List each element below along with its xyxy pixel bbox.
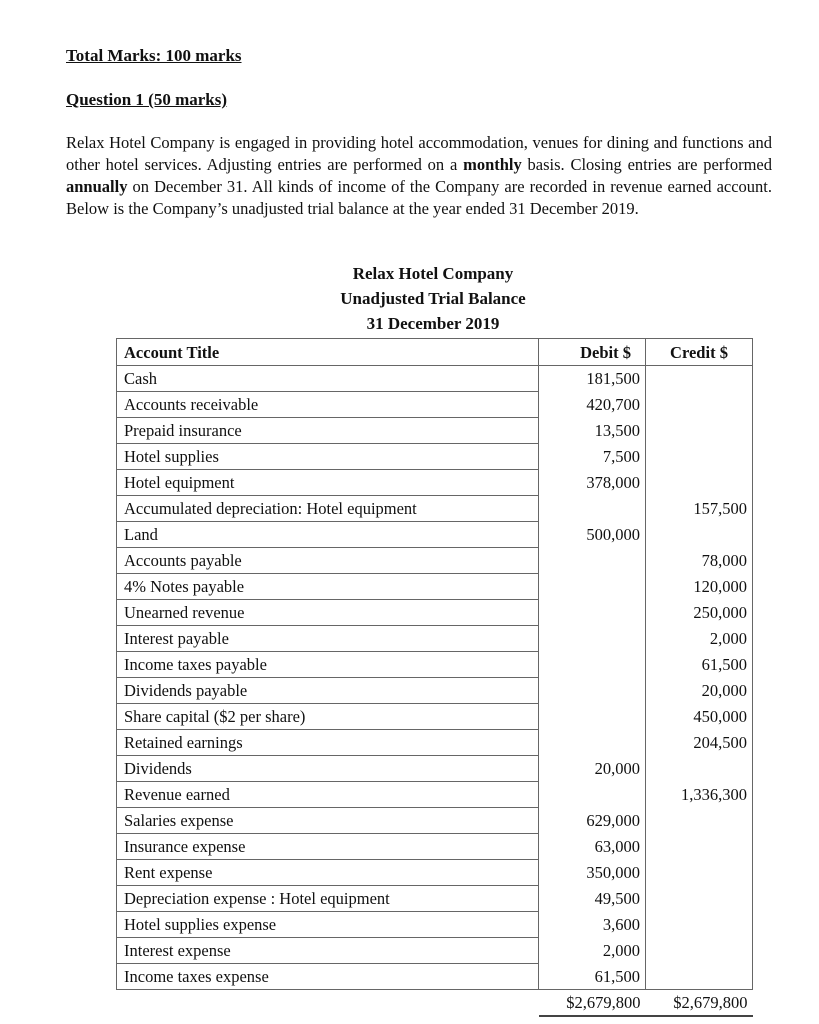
account-title-cell: Hotel supplies — [117, 444, 539, 470]
company-name: Relax Hotel Company — [352, 264, 514, 283]
credit-cell — [646, 470, 753, 496]
trial-balance-title: Unadjusted Trial Balance — [340, 289, 526, 308]
credit-cell: 157,500 — [646, 496, 753, 522]
trial-balance-table — [116, 338, 753, 1017]
credit-cell: 450,000 — [646, 704, 753, 730]
debit-cell: 49,500 — [539, 886, 646, 912]
intro-bold-annually: annually — [66, 177, 128, 196]
credit-cell — [646, 860, 753, 886]
account-title-cell: Accumulated depreciation: Hotel equipment — [117, 496, 539, 522]
debit-cell: 63,000 — [539, 834, 646, 860]
table-row — [117, 860, 753, 886]
table-row — [117, 574, 753, 600]
account-title-cell: Dividends — [117, 756, 539, 782]
totals-spacer — [117, 990, 539, 1017]
table-row — [117, 834, 753, 860]
debit-cell: 378,000 — [539, 470, 646, 496]
credit-cell: 204,500 — [646, 730, 753, 756]
account-title-cell: Salaries expense — [117, 808, 539, 834]
debit-cell — [539, 678, 646, 704]
debit-cell — [539, 730, 646, 756]
intro-text-3: on December 31. All kinds of income of the Company are recorded in revenue earned account. Below is the Company’s unadjusted trial balance at the year ended 31 December 2019. — [66, 177, 772, 218]
table-row — [117, 600, 753, 626]
table-row — [117, 782, 753, 808]
credit-cell — [646, 834, 753, 860]
table-row — [117, 418, 753, 444]
table-row — [117, 444, 753, 470]
account-title-cell: Hotel supplies expense — [117, 912, 539, 938]
credit-cell — [646, 756, 753, 782]
account-title-cell: 4% Notes payable — [117, 574, 539, 600]
account-title-cell: Hotel equipment — [117, 470, 539, 496]
credit-cell — [646, 964, 753, 990]
table-row — [117, 808, 753, 834]
column-header-account: Account Title — [117, 339, 539, 366]
debit-cell — [539, 548, 646, 574]
account-title-cell: Dividends payable — [117, 678, 539, 704]
credit-cell — [646, 522, 753, 548]
debit-cell — [539, 496, 646, 522]
debit-cell — [539, 782, 646, 808]
account-title-cell: Revenue earned — [117, 782, 539, 808]
account-title-cell: Share capital ($2 per share) — [117, 704, 539, 730]
account-title-cell: Interest payable — [117, 626, 539, 652]
account-title-cell: Interest expense — [117, 938, 539, 964]
debit-cell — [539, 600, 646, 626]
credit-cell: 78,000 — [646, 548, 753, 574]
table-row — [117, 626, 753, 652]
credit-cell — [646, 392, 753, 418]
debit-cell — [539, 626, 646, 652]
credit-cell: 250,000 — [646, 600, 753, 626]
debit-total: $2,679,800 — [539, 990, 646, 1017]
column-header-debit: Debit $ — [539, 339, 646, 366]
account-title-cell: Land — [117, 522, 539, 548]
account-title-cell: Depreciation expense : Hotel equipment — [117, 886, 539, 912]
table-row — [117, 496, 753, 522]
question-heading: Question 1 (50 marks) — [66, 90, 228, 109]
credit-cell — [646, 912, 753, 938]
debit-cell: 20,000 — [539, 756, 646, 782]
intro-text-2: basis. Closing entries are performed — [521, 155, 772, 174]
totals-row — [117, 990, 753, 1017]
credit-cell — [646, 444, 753, 470]
table-row — [117, 912, 753, 938]
debit-cell: 61,500 — [539, 964, 646, 990]
account-title-cell: Accounts payable — [117, 548, 539, 574]
table-row — [117, 730, 753, 756]
debit-cell — [539, 652, 646, 678]
credit-cell: 2,000 — [646, 626, 753, 652]
account-title-cell: Income taxes expense — [117, 964, 539, 990]
table-row — [117, 548, 753, 574]
account-title-cell: Cash — [117, 366, 539, 392]
table-header-row — [117, 339, 753, 366]
table-row — [117, 704, 753, 730]
debit-cell: 2,000 — [539, 938, 646, 964]
intro-text-1: Relax Hotel Company is engaged in providing hotel accommodation, venues for dining and functions and other hotel services. Adjusting entries are performed on a — [66, 133, 772, 174]
credit-cell: 20,000 — [646, 678, 753, 704]
table-row — [117, 366, 753, 392]
table-row — [117, 938, 753, 964]
credit-cell — [646, 938, 753, 964]
debit-cell: 350,000 — [539, 860, 646, 886]
debit-cell: 500,000 — [539, 522, 646, 548]
table-row — [117, 756, 753, 782]
credit-cell: 1,336,300 — [646, 782, 753, 808]
debit-cell: 7,500 — [539, 444, 646, 470]
table-row — [117, 522, 753, 548]
total-marks-heading: Total Marks: 100 marks — [66, 46, 242, 65]
table-row — [117, 392, 753, 418]
credit-cell — [646, 366, 753, 392]
credit-total: $2,679,800 — [646, 990, 753, 1017]
intro-paragraph — [66, 132, 772, 220]
account-title-cell: Prepaid insurance — [117, 418, 539, 444]
account-title-cell: Rent expense — [117, 860, 539, 886]
column-header-credit: Credit $ — [646, 339, 753, 366]
account-title-cell: Income taxes payable — [117, 652, 539, 678]
trial-balance-date: 31 December 2019 — [366, 314, 500, 333]
debit-cell: 420,700 — [539, 392, 646, 418]
table-row — [117, 470, 753, 496]
table-row — [117, 652, 753, 678]
credit-cell — [646, 808, 753, 834]
table-row — [117, 678, 753, 704]
table-row — [117, 964, 753, 990]
intro-bold-monthly: monthly — [463, 155, 522, 174]
account-title-cell: Insurance expense — [117, 834, 539, 860]
debit-cell: 13,500 — [539, 418, 646, 444]
debit-cell: 3,600 — [539, 912, 646, 938]
account-title-cell: Unearned revenue — [117, 600, 539, 626]
debit-cell: 181,500 — [539, 366, 646, 392]
credit-cell: 120,000 — [646, 574, 753, 600]
debit-cell — [539, 704, 646, 730]
account-title-cell: Retained earnings — [117, 730, 539, 756]
credit-cell: 61,500 — [646, 652, 753, 678]
credit-cell — [646, 886, 753, 912]
debit-cell — [539, 574, 646, 600]
table-row — [117, 886, 753, 912]
debit-cell: 629,000 — [539, 808, 646, 834]
credit-cell — [646, 418, 753, 444]
account-title-cell: Accounts receivable — [117, 392, 539, 418]
